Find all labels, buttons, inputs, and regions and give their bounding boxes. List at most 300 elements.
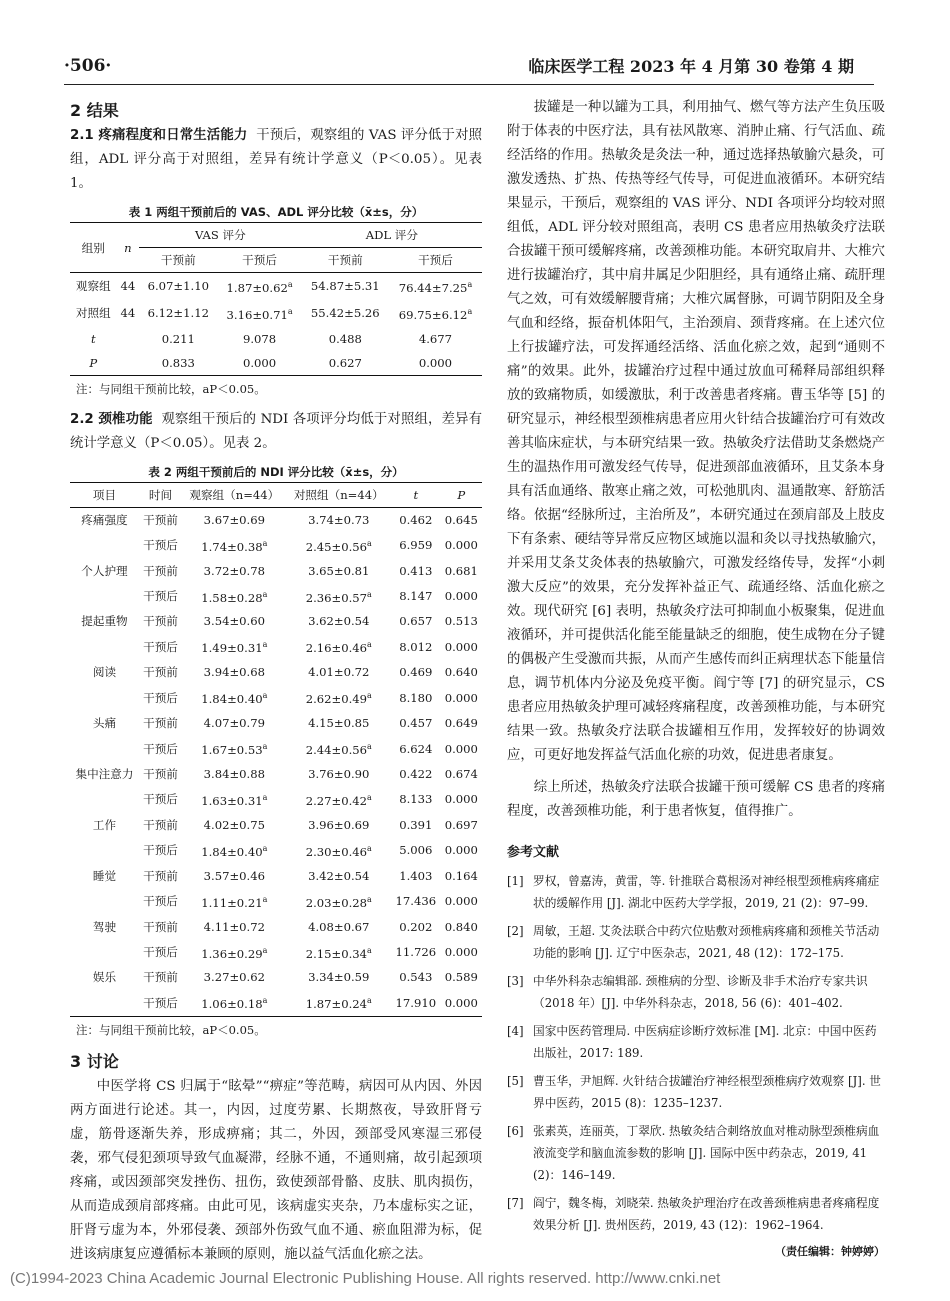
table2-time-value: 干预前 [143, 970, 178, 985]
table2-ctl-sup: a [367, 589, 372, 599]
table2-ctl [287, 864, 391, 888]
reference-number: [7] [507, 1196, 524, 1210]
table2-item [70, 888, 139, 915]
reference-text: 周敏，王超. 艾灸法联合中药穴位贴敷对颈椎病疼痛和颈椎关节活动功能的影响 [J]. 辽宁中医杂志，2021, 48 (12)：172–175. [533, 924, 880, 960]
table2-p-value: 0.000 [444, 538, 478, 553]
table2-time-value: 干预前 [143, 767, 178, 782]
table2-obs-value: 4.07±0.79 [203, 716, 265, 731]
table1-adl-post-value: 69.75±6.12 [398, 307, 468, 322]
table1-header-adl-before: 干预前 [327, 253, 363, 267]
table2-item [70, 965, 139, 989]
table2-p-value: 0.000 [444, 995, 478, 1010]
reference-number: [5] [507, 1074, 524, 1088]
table2-ctl [287, 888, 391, 915]
table2-ctl [287, 915, 391, 939]
table2-t [391, 532, 441, 559]
table2-t [391, 915, 441, 939]
table2-t [391, 989, 441, 1016]
table2-obs-value: 4.02±0.75 [203, 817, 265, 832]
table2-time [139, 837, 182, 864]
table2-t-value: 0.391 [399, 817, 433, 832]
table2-obs-value: 1.74±0.38 [201, 539, 263, 554]
table2-ctl-sup: a [367, 843, 372, 853]
table2-obs-value: 1.11±0.21 [201, 895, 263, 910]
table2-item-value: 阅读 [92, 665, 117, 680]
table2-row [70, 864, 482, 888]
table2-p [441, 813, 482, 837]
table2-row [70, 915, 482, 939]
table2 [70, 482, 482, 1018]
table1-adl-pre-value: 55.42±5.26 [310, 306, 380, 321]
table2-ctl-value: 3.62±0.54 [308, 614, 370, 629]
table2-p [441, 532, 482, 559]
table1-adl-post-value: 4.677 [418, 331, 453, 346]
reference-number: [1] [507, 874, 524, 888]
reference-item [507, 1120, 885, 1186]
table2-t-value: 0.457 [399, 716, 433, 731]
reference-item [507, 970, 885, 1014]
references-title: 参考文献 [507, 845, 560, 860]
table2-t-value: 6.624 [399, 741, 433, 756]
subsection-2-2-text: 观察组干预后的 NDI 各项评分均低于对照组，差异有统计学意义（P＜0.05）。见表 2。 [70, 411, 482, 451]
table1-adl-post [389, 327, 482, 351]
table2-row [70, 837, 482, 864]
table2-obs-value: 1.84±0.40 [201, 844, 263, 859]
table2-header-ctl: 对照组（n=44） [293, 487, 384, 502]
table2-p-value: 0.645 [444, 512, 478, 527]
table2-ctl [287, 583, 391, 610]
table1-adl-pre-value: 54.87±5.31 [310, 279, 380, 294]
table2-item-value: 提起重物 [81, 614, 128, 629]
table2-t-value: 8.180 [399, 690, 433, 705]
table2-time [139, 864, 182, 888]
table2-item [70, 989, 139, 1016]
table2-time-value: 干预前 [143, 512, 178, 527]
table2-obs [182, 915, 286, 939]
table2-obs-value: 3.84±0.88 [203, 767, 265, 782]
table2-row [70, 684, 482, 711]
table2-t-value: 0.469 [399, 665, 433, 680]
table2-t-value: 0.422 [399, 767, 433, 782]
table2-header-time: 时间 [148, 487, 173, 502]
table2-obs [182, 633, 286, 660]
table2-ctl-sup: a [367, 538, 372, 548]
table1-adl-post-value: 76.44±7.25 [398, 280, 468, 295]
table2-ctl-value: 2.27±0.42 [305, 793, 368, 808]
table2-p [441, 684, 482, 711]
table2-time [139, 583, 182, 610]
table1-vas-pre [139, 351, 217, 376]
table2-t [391, 559, 441, 583]
table2-row [70, 532, 482, 559]
table2-p-value: 0.000 [444, 894, 478, 909]
reference-text: 中华外科杂志编辑部. 颈椎病的分型、诊断及非手术治疗专家共识（2018 年）[J]. 中华外科杂志，2018, 56 (6)：401–402. [533, 974, 868, 1010]
reference-text: 罗权，曾嘉涛，黄雷，等. 针推联合葛根汤对神经根型颈椎病疼痛症状的缓解作用 [J]. 湖北中医药大学学报，2019, 21 (2)：97–99. [533, 874, 880, 910]
table2-time [139, 559, 182, 583]
table2-p-value: 0.697 [444, 817, 478, 832]
section-discussion-title: 3 讨论 [70, 1052, 119, 1072]
table1-vas-pre-value: 0.211 [161, 331, 195, 346]
left-column [70, 96, 482, 1267]
table2-ctl [287, 939, 391, 966]
table2-obs-sup: a [262, 843, 268, 853]
table1-row-label [70, 300, 117, 327]
reference-text: 曹玉华，尹旭辉. 火针结合拔罐治疗神经根型颈椎病疗效观察 [J]. 世界中医药，2015 (8)：1235–1237. [533, 1074, 881, 1110]
table2-ctl-value: 4.08±0.67 [308, 919, 370, 934]
reference-text: 张素英，连丽英，丁翠欣. 热敏灸结合刺络放血对椎动脉型颈椎病血液流变学和脑血流参数的影响 [J]. 国际中医中药杂志，2019, 41 (2)：146–149. [533, 1124, 880, 1182]
table2-time-value: 干预后 [143, 741, 178, 756]
table2-p [441, 837, 482, 864]
table2-obs-value: 1.58±0.28 [201, 590, 263, 605]
table1-row-label [70, 273, 117, 300]
table1-vas-post-sup: a [287, 306, 293, 316]
table2-time-value: 干预后 [143, 589, 178, 603]
table2-obs-value: 1.67±0.53 [201, 743, 263, 758]
table2-obs [182, 965, 286, 989]
table1-adl-post [389, 351, 482, 376]
table2-t-value: 0.202 [399, 919, 433, 934]
reference-item [507, 870, 885, 914]
table2-row [70, 735, 482, 762]
table1-row-label [70, 327, 117, 351]
references-list [507, 870, 885, 1236]
table1-row-label-value: 对照组 [75, 306, 111, 321]
responsible-editor: （责任编辑：钟婷婷） [775, 1245, 885, 1258]
table2-p-value: 0.000 [444, 741, 478, 756]
table2-item [70, 507, 139, 532]
table2-item [70, 762, 139, 786]
table2-t [391, 633, 441, 660]
table2-time-value: 干预后 [143, 538, 178, 553]
journal-header: 临床医学工程 2023 年 4 月第 30 卷第 4 期 [528, 57, 854, 76]
table2-ctl [287, 837, 391, 864]
table1-row-label-value: 观察组 [75, 279, 111, 294]
table2-ctl [287, 786, 391, 813]
table1-vas-post-sup: a [287, 280, 293, 289]
table2-t [391, 735, 441, 762]
table2-obs-value: 3.27±0.62 [203, 970, 265, 985]
table2-obs-sup: a [262, 589, 268, 599]
table2-p-value: 0.000 [444, 690, 478, 705]
table2-item-value: 集中注意力 [75, 767, 134, 782]
table2-row [70, 762, 482, 786]
table1-adl-post [389, 300, 482, 327]
table2-t [391, 711, 441, 735]
table2-t-value: 1.403 [399, 868, 433, 883]
table1-adl-pre [302, 351, 389, 376]
table1-row-label-value: t [90, 331, 96, 346]
table2-row [70, 711, 482, 735]
table1-adl-post [389, 273, 482, 300]
table2-ctl [287, 684, 391, 711]
table2-obs-sup: a [262, 996, 268, 1006]
table2-item [70, 559, 139, 583]
table2-obs [182, 837, 286, 864]
table1-row [70, 273, 482, 300]
table2-time-value: 干预前 [143, 919, 178, 934]
table2-time [139, 939, 182, 966]
table2-obs [182, 507, 286, 532]
table2-ctl [287, 711, 391, 735]
table2-t [391, 507, 441, 532]
table2-item-value: 睡觉 [92, 868, 117, 883]
discussion-paragraph: 中医学将 CS 归属于“眩晕”“痹症”等范畴，病因可从内因、外因两方面进行论述。其一，内因，过度劳累、长期熬夜，导致肝肾亏虚，筋骨逐渐失养，形成痹痛；其二，外因，颈部受风寒湿三邪侵袭，邪气侵犯颈项导致气血凝滞，经脉不通，不通则痛，故引起颈项疼痛，或因颈部突发挫伤、扭伤，致使颈部骨骼、皮肤、肌肉损伤，从而造成颈肩部疼痛。由此可见，该病虚实夹杂，乃本虚标实之证，肝肾亏虚为本，外邪侵袭、颈部外伤致气血不通、瘀血阻滞为标，促进该病康复应遵循标本兼顾的原则，施以益气活血化瘀之法。 [70, 1079, 482, 1263]
table1-adl-pre [302, 300, 389, 327]
table2-t-value: 0.413 [399, 563, 433, 578]
table2-row [70, 888, 482, 915]
table2-p [441, 786, 482, 813]
table2-p-value: 0.164 [444, 868, 478, 883]
table2-item [70, 711, 139, 735]
table2-time [139, 915, 182, 939]
table2-ctl-sup: a [367, 691, 372, 701]
table2-p-value: 0.000 [444, 792, 478, 807]
table2-ctl-sup: a [367, 894, 372, 904]
table1-vas-post-value: 1.87±0.62 [226, 280, 288, 295]
table2-t-value: 8.133 [399, 792, 433, 807]
table2-ctl-value: 1.87±0.24 [305, 997, 368, 1012]
table1-row-n-value: 44 [120, 279, 136, 294]
table2-ctl-value: 2.45±0.56 [305, 539, 368, 554]
table2-item [70, 609, 139, 633]
table2-ctl-value: 3.34±0.59 [308, 970, 370, 985]
table2-time-value: 干预前 [143, 868, 178, 883]
table2-p-value: 0.589 [444, 970, 478, 985]
reference-number: [2] [507, 924, 524, 938]
table2-item [70, 633, 139, 660]
table2-row [70, 633, 482, 660]
table2-t-value: 5.006 [399, 843, 433, 858]
table2-obs-value: 1.63±0.31 [201, 793, 263, 808]
table2-item-value: 疼痛强度 [81, 512, 128, 527]
table2-note: 注：与同组干预前比较，aP＜0.05。 [76, 1023, 266, 1038]
table2-obs-sup: a [262, 742, 268, 752]
subsection-2-1-text: 干预后，观察组的 VAS 评分低于对照组，ADL 评分高于对照组，差异有统计学意义（P＜0.05）。见表 1。 [70, 128, 482, 191]
table2-obs-value: 3.54±0.60 [203, 614, 265, 629]
header-rule [64, 84, 874, 85]
table1-adl-pre [302, 273, 389, 300]
table2-ctl-value: 2.62±0.49 [305, 692, 368, 707]
table2-item [70, 684, 139, 711]
table1-vas-pre [139, 273, 217, 300]
table2-row [70, 786, 482, 813]
table1-adl-post-sup: a [467, 280, 473, 289]
table1-adl-post-value: 0.000 [418, 355, 453, 370]
table2-t-value: 0.462 [399, 512, 433, 527]
table2-obs-value: 1.06±0.18 [201, 997, 263, 1012]
reference-number: [3] [507, 974, 524, 988]
table2-row [70, 507, 482, 532]
table2-time [139, 609, 182, 633]
table2-header-obs: 观察组（n=44） [189, 487, 280, 502]
table2-obs [182, 762, 286, 786]
table2-time-value: 干预后 [143, 995, 178, 1010]
table2-t-value: 0.657 [399, 614, 433, 629]
table2-item [70, 583, 139, 610]
table2-ctl [287, 660, 391, 684]
table2-row [70, 813, 482, 837]
table2-row [70, 989, 482, 1016]
table1-row [70, 351, 482, 376]
table2-obs [182, 684, 286, 711]
table1-row-label-value: P [89, 355, 98, 370]
table2-obs [182, 559, 286, 583]
table2-time [139, 711, 182, 735]
table2-obs-value: 3.94±0.68 [203, 665, 265, 680]
table2-t [391, 837, 441, 864]
table2-ctl-value: 2.36±0.57 [305, 590, 368, 605]
table2-item [70, 864, 139, 888]
table2-p [441, 864, 482, 888]
table2-obs-value: 1.49±0.31 [201, 641, 263, 656]
table2-ctl-value: 4.15±0.85 [308, 716, 370, 731]
table2-item [70, 939, 139, 966]
table2-ctl-value: 3.76±0.90 [308, 767, 370, 782]
table2-obs-value: 3.72±0.78 [203, 563, 265, 578]
right-column [507, 96, 885, 1264]
table2-time-value: 干预后 [143, 690, 178, 705]
table2-time-value: 干预后 [143, 894, 178, 909]
table1-adl-pre-value: 0.488 [328, 331, 362, 346]
table2-t [391, 660, 441, 684]
table2-row [70, 559, 482, 583]
table2-t [391, 939, 441, 966]
table2-obs [182, 660, 286, 684]
table1-header-group: 组别 [81, 240, 105, 255]
table2-item-value: 驾驶 [92, 919, 117, 934]
table1-row [70, 327, 482, 351]
table2-ctl [287, 532, 391, 559]
table2-item-value: 头痛 [92, 716, 117, 731]
reference-item [507, 1192, 885, 1236]
table2-header-item: 项目 [92, 487, 117, 502]
table2-obs-value: 4.11±0.72 [203, 919, 265, 934]
table2-item [70, 837, 139, 864]
table2-item [70, 915, 139, 939]
table2-ctl [287, 559, 391, 583]
table2-time [139, 633, 182, 660]
table2-p [441, 989, 482, 1016]
table2-time [139, 965, 182, 989]
table2-p [441, 711, 482, 735]
table1-row-n [117, 273, 140, 300]
table2-ctl-value: 3.96±0.69 [308, 817, 370, 832]
table2-ctl-sup: a [367, 742, 372, 752]
table1-row-n [117, 351, 140, 376]
table2-p [441, 660, 482, 684]
table2-p [441, 915, 482, 939]
table2-p [441, 559, 482, 583]
table2-t [391, 684, 441, 711]
table1-vas-pre [139, 300, 217, 327]
table2-ctl-value: 2.15±0.34 [305, 946, 368, 961]
table2-obs [182, 532, 286, 559]
table1-adl-pre-value: 0.627 [328, 355, 362, 370]
table2-t-value: 8.147 [399, 589, 433, 603]
table1-row [70, 300, 482, 327]
table2-ctl-sup: a [367, 793, 372, 803]
table2-ctl-value: 3.42±0.54 [308, 868, 370, 883]
table1-adl-pre [302, 327, 389, 351]
table2-obs [182, 786, 286, 813]
table2-p-value: 0.674 [444, 767, 478, 782]
table2-ctl [287, 762, 391, 786]
table2-p-value: 0.513 [444, 614, 478, 629]
table1-vas-pre-value: 6.12±1.12 [147, 306, 209, 321]
table2-item-value: 个人护理 [81, 563, 128, 578]
table2-ctl-sup: a [367, 640, 372, 650]
table2-t-value: 17.910 [395, 995, 437, 1010]
table2-time [139, 684, 182, 711]
table2-p-value: 0.649 [444, 716, 478, 731]
table2-obs [182, 711, 286, 735]
table2-obs [182, 813, 286, 837]
table2-t [391, 813, 441, 837]
table2-item-value: 工作 [92, 817, 117, 832]
copyright-footer: (C)1994-2023 China Academic Journal Electronic Publishing House. All rights reserved. http://www.cnki.net [10, 1270, 721, 1287]
table2-p [441, 735, 482, 762]
table2-ctl [287, 813, 391, 837]
table2-time [139, 813, 182, 837]
table2-t-value: 8.012 [399, 639, 433, 654]
reference-number: [4] [507, 1024, 524, 1038]
table2-p [441, 507, 482, 532]
table2-time [139, 735, 182, 762]
table2-t [391, 583, 441, 610]
table2-obs-value: 3.67±0.69 [203, 512, 265, 527]
table2-caption: 表 2 两组干预前后的 NDI 评分比较（x̄±s，分） [148, 464, 404, 479]
table1-header-vas-after: 干预后 [242, 253, 277, 267]
table2-item [70, 813, 139, 837]
subsection-2-2 [70, 408, 482, 456]
table2-ctl-value: 4.01±0.72 [308, 665, 370, 680]
subsection-2-1-heading: 2.1 疼痛程度和日常生活能力 [70, 128, 248, 143]
table2-t [391, 888, 441, 915]
table2-p [441, 888, 482, 915]
table1-row-n [117, 327, 140, 351]
table1-header-vas-before: 干预前 [160, 253, 196, 267]
table2-obs-sup: a [262, 640, 268, 650]
table2-ctl-sup: a [367, 996, 372, 1006]
table2-obs-sup: a [262, 945, 268, 955]
table2-ctl [287, 735, 391, 762]
table2-item-value: 娱乐 [92, 970, 117, 985]
table1-adl-post-sup: a [467, 306, 473, 316]
subsection-2-2-heading: 2.2 颈椎功能 [70, 411, 153, 427]
table2-ctl-sup: a [367, 945, 372, 955]
table2-ctl-value: 2.16±0.46 [305, 641, 368, 656]
table1-header-adl: ADL 评分 [302, 223, 482, 248]
table2-ctl-value: 3.65±0.81 [308, 563, 370, 578]
table2-row [70, 583, 482, 610]
table2-p-value: 0.000 [444, 589, 478, 603]
table2-time-value: 干预后 [143, 792, 178, 807]
table2-p [441, 939, 482, 966]
table2-time-value: 干预前 [143, 665, 178, 680]
table2-p [441, 762, 482, 786]
table2-ctl-value: 2.03±0.28 [305, 895, 368, 910]
table1-header-adl-after: 干预后 [418, 253, 453, 267]
table2-row [70, 939, 482, 966]
table1-vas-pre-value: 0.833 [161, 355, 195, 370]
table1-row-label [70, 351, 117, 376]
table2-t-value: 17.436 [395, 894, 437, 909]
reference-number: [6] [507, 1124, 524, 1138]
conclusion-paragraph: 综上所述，热敏灸疗法联合拔罐干预可缓解 CS 患者的疼痛程度，改善颈椎功能，利于患者恢复，值得推广。 [507, 780, 885, 819]
table2-obs [182, 864, 286, 888]
reference-item [507, 1020, 885, 1064]
table2-time-value: 干预后 [143, 843, 178, 858]
